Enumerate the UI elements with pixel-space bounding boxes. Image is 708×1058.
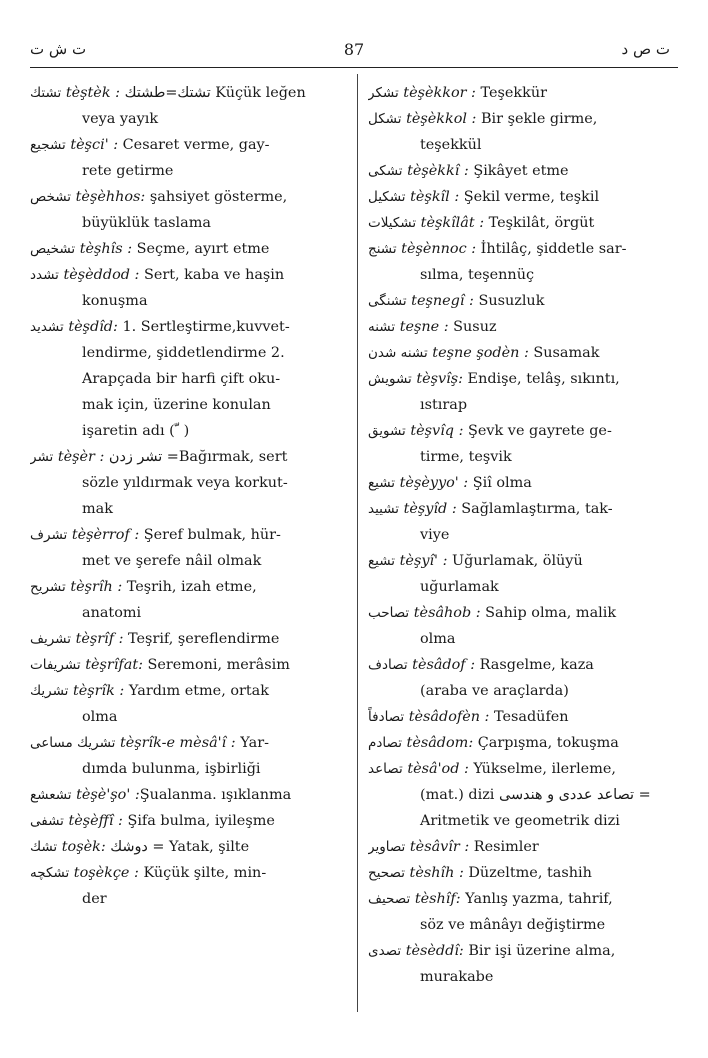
entry-definition: Şifa bulma, iyileşme bbox=[122, 813, 275, 829]
entry-transliteration: tèsâdofèn : bbox=[408, 709, 490, 725]
entry-continuation: rete getirme bbox=[82, 163, 174, 179]
entry-arabic: تشجيع bbox=[30, 137, 66, 153]
dictionary-entry bbox=[30, 262, 345, 314]
dictionary-entry bbox=[30, 184, 345, 236]
entry-continuation: murakabe bbox=[420, 969, 494, 985]
entry-transliteration: toşèkçe : bbox=[73, 865, 139, 881]
entry-arabic: تشيع bbox=[368, 475, 396, 491]
dictionary-entry bbox=[368, 184, 680, 210]
entry-transliteration: tèşèffî : bbox=[68, 813, 123, 829]
entry-continuation: teşekkül bbox=[420, 137, 482, 153]
dictionary-entry bbox=[368, 886, 680, 938]
entry-transliteration: tèşvîq : bbox=[410, 423, 464, 439]
entry-definition: Rasgelme, kaza bbox=[475, 657, 594, 673]
entry-transliteration: tèsâdom: bbox=[406, 735, 474, 751]
entry-arabic: تشخيص bbox=[30, 241, 76, 257]
entry-arabic: تشريك bbox=[30, 683, 69, 699]
entry-transliteration: tèshîf: bbox=[414, 891, 461, 907]
entry-transliteration: tèsâdof : bbox=[412, 657, 476, 673]
dictionary-entry bbox=[368, 288, 680, 314]
right-column bbox=[368, 80, 680, 990]
header-left-letters: ت ش ت bbox=[30, 40, 87, 58]
entry-definition: Şualanma. ışıklanma bbox=[139, 787, 292, 803]
entry-definition: Şeref bulmak, hür- bbox=[139, 527, 281, 543]
entry-transliteration: teşne şodèn : bbox=[432, 345, 529, 361]
entry-definition: Sahip olma, malik bbox=[480, 605, 617, 621]
dictionary-entry bbox=[30, 236, 345, 262]
entry-continuation: mak için, üzerine konulan bbox=[82, 397, 271, 413]
entry-definition: Yanlış yazma, tahrif, bbox=[460, 891, 613, 907]
entry-arabic: تشر bbox=[30, 449, 54, 465]
dictionary-entry bbox=[368, 158, 680, 184]
dictionary-entry bbox=[30, 444, 345, 522]
dictionary-entry bbox=[30, 860, 345, 912]
entry-continuation: uğurlamak bbox=[420, 579, 499, 595]
entry-continuation: Arapçada bir harfi çift oku- bbox=[82, 371, 281, 387]
column-divider bbox=[357, 74, 358, 1012]
entry-transliteration: tèşhîs : bbox=[79, 241, 133, 257]
dictionary-entry bbox=[368, 236, 680, 288]
entry-transliteration: tèşènnoc : bbox=[401, 241, 477, 257]
dictionary-entry bbox=[368, 470, 680, 496]
entry-arabic: تشريك مساعى bbox=[30, 735, 116, 751]
entry-transliteration: tèsâvîr : bbox=[409, 839, 470, 855]
entry-definition: Bir şekle girme, bbox=[476, 111, 598, 127]
entry-definition: Tesadüfen bbox=[489, 709, 569, 725]
entry-arabic: تصحيح bbox=[368, 865, 405, 881]
dictionary-entry bbox=[30, 678, 345, 730]
entry-continuation: der bbox=[82, 891, 107, 907]
dictionary-entry bbox=[30, 522, 345, 574]
entry-continuation: tirme, teşvik bbox=[420, 449, 512, 465]
entry-transliteration: tèşèrrof : bbox=[71, 527, 140, 543]
dictionary-entry bbox=[30, 834, 345, 860]
entry-definition: Susuzluk bbox=[473, 293, 545, 309]
entry-transliteration: tèştèk : bbox=[65, 85, 120, 101]
entry-transliteration: tèşèhhos: bbox=[75, 189, 146, 205]
entry-arabic: تصاحب bbox=[368, 605, 410, 621]
entry-transliteration: tèşyîd : bbox=[403, 501, 457, 517]
entry-arabic: تشكچه bbox=[30, 865, 70, 881]
dictionary-entry bbox=[368, 210, 680, 236]
entry-definition: Seçme, ayırt etme bbox=[132, 241, 270, 257]
entry-transliteration: tèsâhob : bbox=[413, 605, 481, 621]
dictionary-entry bbox=[368, 106, 680, 158]
dictionary-entry bbox=[30, 314, 345, 444]
entry-transliteration: tèşvîş: bbox=[416, 371, 463, 387]
entry-transliteration: tèşèkkî : bbox=[407, 163, 469, 179]
entry-transliteration: tèşèkkor : bbox=[403, 85, 476, 101]
entry-continuation: sözle yıldırmak veya korkut- bbox=[82, 475, 288, 491]
entry-arabic: تشنه شدن bbox=[368, 345, 428, 361]
entry-definition: دوشك = Yatak, şilte bbox=[105, 839, 250, 855]
dictionary-entry bbox=[368, 418, 680, 470]
entry-transliteration: tèşèkkol : bbox=[406, 111, 477, 127]
left-column bbox=[30, 80, 345, 912]
dictionary-entry bbox=[30, 626, 345, 652]
entry-definition: Şekil verme, teşkil bbox=[459, 189, 600, 205]
entry-definition: Teşrih, izah etme, bbox=[122, 579, 257, 595]
entry-definition: Endişe, telâş, sıkıntı, bbox=[462, 371, 620, 387]
entry-transliteration: tèşrîk-e mèsâ'î : bbox=[119, 735, 236, 751]
entry-definition: Bir işi üzerine alma, bbox=[463, 943, 616, 959]
entry-continuation: (araba ve araçlarda) bbox=[420, 683, 569, 699]
entry-definition: Şevk ve gayrete ge- bbox=[463, 423, 612, 439]
dictionary-entry bbox=[30, 652, 345, 678]
entry-definition: Yükselme, ilerleme, bbox=[468, 761, 616, 777]
entry-definition: Şikâyet etme bbox=[468, 163, 569, 179]
entry-arabic: تشدد bbox=[30, 267, 59, 283]
dictionary-entry bbox=[368, 80, 680, 106]
entry-definition: Sağlamlaştırma, tak- bbox=[456, 501, 613, 517]
entry-continuation: anatomi bbox=[82, 605, 142, 621]
entry-continuation: büyüklük taslama bbox=[82, 215, 211, 231]
dictionary-entry bbox=[30, 80, 345, 132]
entry-arabic: تشكيل bbox=[368, 189, 406, 205]
entry-continuation: olma bbox=[420, 631, 456, 647]
entry-continuation: işaretin adı ( ّ ) bbox=[82, 423, 190, 439]
dictionary-entry bbox=[368, 938, 680, 990]
dictionary-entry bbox=[368, 548, 680, 600]
entry-arabic: تشريفات bbox=[30, 657, 81, 673]
dictionary-entry bbox=[368, 834, 680, 860]
entry-transliteration: tèşè'şo' : bbox=[76, 787, 140, 803]
dictionary-entry bbox=[30, 132, 345, 184]
entry-arabic: تشكر bbox=[368, 85, 399, 101]
entry-arabic: تشنگى bbox=[368, 293, 407, 309]
entry-arabic: تصادف bbox=[368, 657, 408, 673]
dictionary-entry bbox=[368, 314, 680, 340]
entry-transliteration: tèsèddî: bbox=[405, 943, 464, 959]
entry-definition: Küçük şilte, min- bbox=[138, 865, 267, 881]
entry-definition: Uğurlamak, ölüyü bbox=[447, 553, 583, 569]
dictionary-entry bbox=[30, 730, 345, 782]
entry-continuation: veya yayık bbox=[82, 111, 159, 127]
entry-transliteration: tèşrîk : bbox=[72, 683, 125, 699]
entry-arabic: تشويق bbox=[368, 423, 406, 439]
entry-continuation: dımda bulunma, işbirliği bbox=[82, 761, 261, 777]
dictionary-entry bbox=[368, 860, 680, 886]
entry-definition: Susamak bbox=[528, 345, 600, 361]
entry-arabic: تشعشع bbox=[30, 787, 72, 803]
entry-transliteration: teşne : bbox=[399, 319, 449, 335]
dictionary-entry bbox=[30, 782, 345, 808]
dictionary-entry bbox=[368, 756, 680, 834]
entry-definition: Cesaret verme, gay- bbox=[118, 137, 270, 153]
entry-definition: Teşrif, şereflendirme bbox=[123, 631, 280, 647]
entry-continuation: viye bbox=[420, 527, 450, 543]
entry-arabic: تشويش bbox=[368, 371, 412, 387]
entry-definition: تشتك=طشتك Küçük leğen bbox=[119, 85, 306, 101]
header-right-letters: ت ص د bbox=[621, 40, 670, 58]
page-number: 87 bbox=[343, 40, 365, 59]
entry-arabic: تشفى bbox=[30, 813, 64, 829]
entry-transliteration: tèşkîl : bbox=[410, 189, 460, 205]
entry-transliteration: tèşèr : bbox=[57, 449, 105, 465]
entry-arabic: تشنه bbox=[368, 319, 396, 335]
entry-arabic: تصاوير bbox=[368, 839, 406, 855]
entry-arabic: تشكل bbox=[368, 111, 402, 127]
entry-arabic: تصدى bbox=[368, 943, 402, 959]
entry-transliteration: tèşrîh : bbox=[70, 579, 123, 595]
entry-definition: 1. Sertleştirme,kuvvet- bbox=[117, 319, 290, 335]
entry-arabic: تشريف bbox=[30, 631, 71, 647]
entry-continuation: lendirme, şiddetlendirme 2. bbox=[82, 345, 285, 361]
entry-transliteration: tèşrîf : bbox=[75, 631, 124, 647]
entry-arabic: تشييد bbox=[368, 501, 400, 517]
entry-continuation: ıstırap bbox=[420, 397, 468, 413]
entry-definition: Seremoni, merâsim bbox=[142, 657, 290, 673]
entry-arabic: تشرف bbox=[30, 527, 68, 543]
entry-definition: Düzeltme, tashih bbox=[463, 865, 592, 881]
entry-definition: Yardım etme, ortak bbox=[124, 683, 269, 699]
entry-arabic: تصاعد bbox=[368, 761, 403, 777]
entry-arabic: تشتك bbox=[30, 85, 62, 101]
dictionary-entry bbox=[368, 366, 680, 418]
entry-transliteration: tèşdîd: bbox=[68, 319, 118, 335]
entry-definition: Şiî olma bbox=[468, 475, 532, 491]
entry-continuation: olma bbox=[82, 709, 118, 725]
entry-arabic: تشيع bbox=[368, 553, 396, 569]
entry-arabic: تشكيلات bbox=[368, 215, 417, 231]
entry-continuation: sılma, teşennüç bbox=[420, 267, 535, 283]
entry-arabic: تشريح bbox=[30, 579, 66, 595]
entry-arabic: تشكى bbox=[368, 163, 403, 179]
dictionary-entry bbox=[368, 340, 680, 366]
entry-continuation: (mat.) dizi تصاعد عددى و هندسى = bbox=[420, 787, 651, 803]
entry-definition: Susuz bbox=[448, 319, 497, 335]
entry-continuation: Aritmetik ve geometrik dizi bbox=[420, 813, 620, 829]
entry-transliteration: tèşyî' : bbox=[399, 553, 448, 569]
dictionary-entry bbox=[368, 652, 680, 704]
dictionary-entry bbox=[368, 600, 680, 652]
entry-arabic: تصحيف bbox=[368, 891, 411, 907]
dictionary-entry bbox=[368, 730, 680, 756]
entry-definition: şahsiyet gösterme, bbox=[145, 189, 288, 205]
entry-arabic: تشديد bbox=[30, 319, 64, 335]
entry-transliteration: tèsâ'od : bbox=[407, 761, 469, 777]
entry-definition: Çarpışma, tokuşma bbox=[473, 735, 619, 751]
entry-continuation: söz ve mânâyı değiştirme bbox=[420, 917, 606, 933]
entry-continuation: met ve şerefe nâil olmak bbox=[82, 553, 262, 569]
entry-transliteration: teşnegî : bbox=[411, 293, 474, 309]
entry-transliteration: tèşrîfat: bbox=[85, 657, 143, 673]
entry-continuation: konuşma bbox=[82, 293, 148, 309]
entry-definition: تشر زدن =Bağırmak, sert bbox=[104, 449, 288, 465]
entry-transliteration: tèşci' : bbox=[70, 137, 119, 153]
entry-transliteration: tèshîh : bbox=[409, 865, 464, 881]
entry-definition: İhtilâç, şiddetle sar- bbox=[476, 241, 627, 257]
dictionary-entry bbox=[368, 704, 680, 730]
entry-transliteration: tèşkîlât : bbox=[420, 215, 485, 231]
entry-arabic: تشنج bbox=[368, 241, 397, 257]
entry-arabic: تشك bbox=[30, 839, 58, 855]
dictionary-entry bbox=[30, 808, 345, 834]
entry-definition: Resimler bbox=[469, 839, 539, 855]
entry-transliteration: tèşèddod : bbox=[63, 267, 140, 283]
entry-definition: Yar- bbox=[235, 735, 269, 751]
entry-arabic: تشخص bbox=[30, 189, 72, 205]
entry-definition: Teşkilât, örgüt bbox=[484, 215, 595, 231]
dictionary-entry bbox=[368, 496, 680, 548]
entry-transliteration: tèşèyyo' : bbox=[399, 475, 469, 491]
entry-definition: Teşekkür bbox=[475, 85, 547, 101]
entry-arabic: تصادفاً bbox=[368, 709, 405, 725]
entry-definition: Sert, kaba ve haşin bbox=[139, 267, 285, 283]
entry-transliteration: toşèk: bbox=[61, 839, 106, 855]
header-rule bbox=[30, 67, 678, 68]
entry-continuation: mak bbox=[82, 501, 113, 517]
dictionary-entry bbox=[30, 574, 345, 626]
entry-arabic: تصادم bbox=[368, 735, 402, 751]
